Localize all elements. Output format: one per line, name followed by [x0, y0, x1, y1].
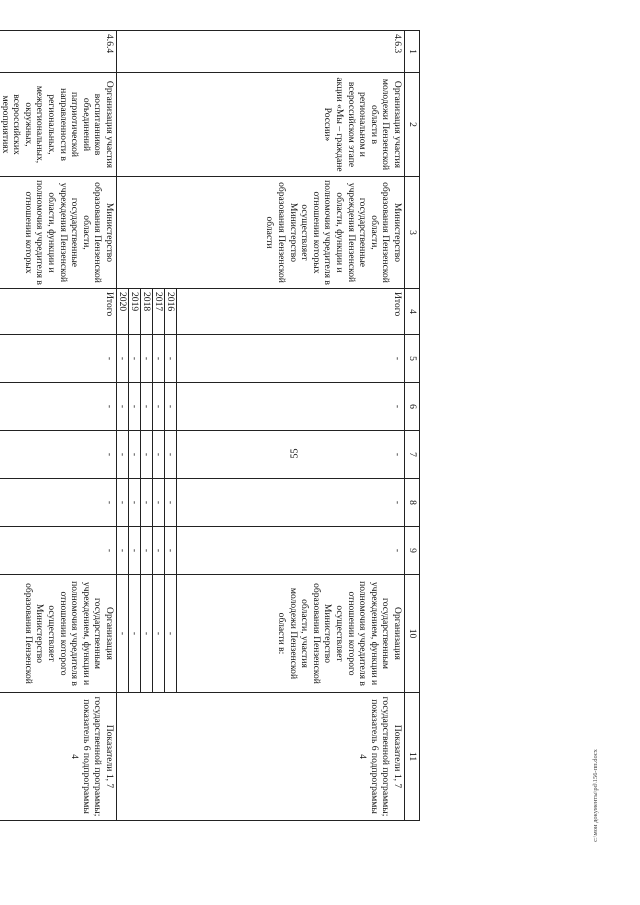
expected-result: Организация государственным учреждением, функции и полномочия учредителя в отношении которого осуществляет Министерство образования Пензенской	[0, 575, 117, 693]
value-cell: -	[117, 431, 129, 479]
table-container	[0, 30, 420, 820]
header-cell: 7	[405, 431, 420, 479]
value-cell: -	[165, 335, 177, 383]
header-cell: 3	[405, 177, 420, 289]
total-label: Итого	[177, 289, 405, 335]
value-cell: -	[177, 479, 405, 527]
value-cell: -	[117, 479, 129, 527]
value-cell: -	[165, 527, 177, 575]
activity-name: Организация участия воспитанников объединений патриотической направленности в региональных, межрегиональных, окружных, всероссийских мероприятиях	[0, 73, 117, 177]
value-cell: -	[129, 335, 141, 383]
header-cell: 9	[405, 527, 420, 575]
value-cell: -	[153, 479, 165, 527]
table-row	[0, 31, 117, 821]
header-cell: 4	[405, 289, 420, 335]
executor: Министерство образования Пензенской области, государственные учреждения Пензенской области, функции и полномочия учредителя в отношении которых	[0, 177, 117, 289]
header-cell: 6	[405, 383, 420, 431]
year-label: 2016	[165, 289, 177, 335]
result-cell: -	[141, 575, 153, 693]
activity-name: Организация участия молодежи Пензенской области в региональном и всероссийском этапе акции «Мы – граждане России»	[117, 73, 405, 177]
value-cell: -	[165, 383, 177, 431]
value-cell: -	[141, 479, 153, 527]
year-label: 2018	[141, 289, 153, 335]
value-cell: -	[177, 335, 405, 383]
value-cell: -	[165, 431, 177, 479]
footer-file-path: c:\мои документы\pd\156-пп.docx	[591, 748, 599, 842]
value-cell: -	[129, 479, 141, 527]
total-label: Итого	[0, 289, 117, 335]
value-cell: -	[0, 479, 117, 527]
value-cell: -	[153, 431, 165, 479]
header-cell: 2	[405, 73, 420, 177]
header-cell: 11	[405, 693, 420, 821]
value-cell: -	[129, 527, 141, 575]
row-id: 4.6.3	[117, 31, 405, 73]
result-cell: -	[129, 575, 141, 693]
value-cell: -	[141, 431, 153, 479]
value-cell: -	[0, 527, 117, 575]
program-activities-table	[0, 30, 420, 821]
result-cell: -	[165, 575, 177, 693]
header-cell: 5	[405, 335, 420, 383]
page-number: 55	[289, 448, 301, 458]
value-cell: -	[141, 383, 153, 431]
value-cell: -	[177, 431, 405, 479]
expected-result: Организация государственным учреждением, функции и полномочия учредителя в отношении которого осуществляет Министерство образования Пензенской области, участия молодежи Пензенской области в:	[177, 575, 405, 693]
value-cell: -	[153, 335, 165, 383]
executor: Министерство образования Пензенской области, государственные учреждения Пензенской области, функции и полномочия учредителя в отношении которых осуществляет Министерство образования Пензенской области	[117, 177, 405, 289]
header-row	[405, 31, 420, 821]
value-cell: -	[141, 335, 153, 383]
year-label: 2019	[129, 289, 141, 335]
value-cell: -	[129, 431, 141, 479]
header-cell: 1	[405, 31, 420, 73]
value-cell: -	[153, 383, 165, 431]
value-cell: -	[0, 383, 117, 431]
value-cell: -	[165, 479, 177, 527]
result-cell: -	[153, 575, 165, 693]
indicator: Показатели 1, 7 государственной программы; показатель 6 подпрограммы 4	[0, 693, 117, 821]
indicator: Показатели 1, 7 государственной программы; показатель 6 подпрограммы 4	[117, 693, 405, 821]
value-cell: -	[129, 383, 141, 431]
value-cell: -	[177, 527, 405, 575]
header-cell: 8	[405, 479, 420, 527]
value-cell: -	[117, 383, 129, 431]
header-cell: 10	[405, 575, 420, 693]
value-cell: -	[177, 383, 405, 431]
row-id: 4.6.4	[0, 31, 117, 73]
value-cell: -	[117, 335, 129, 383]
year-label: 2020	[117, 289, 129, 335]
table-row	[177, 31, 405, 821]
year-label: 2017	[153, 289, 165, 335]
value-cell: -	[117, 527, 129, 575]
result-cell: -	[117, 575, 129, 693]
value-cell: -	[0, 431, 117, 479]
value-cell: -	[0, 335, 117, 383]
value-cell: -	[153, 527, 165, 575]
value-cell: -	[141, 527, 153, 575]
